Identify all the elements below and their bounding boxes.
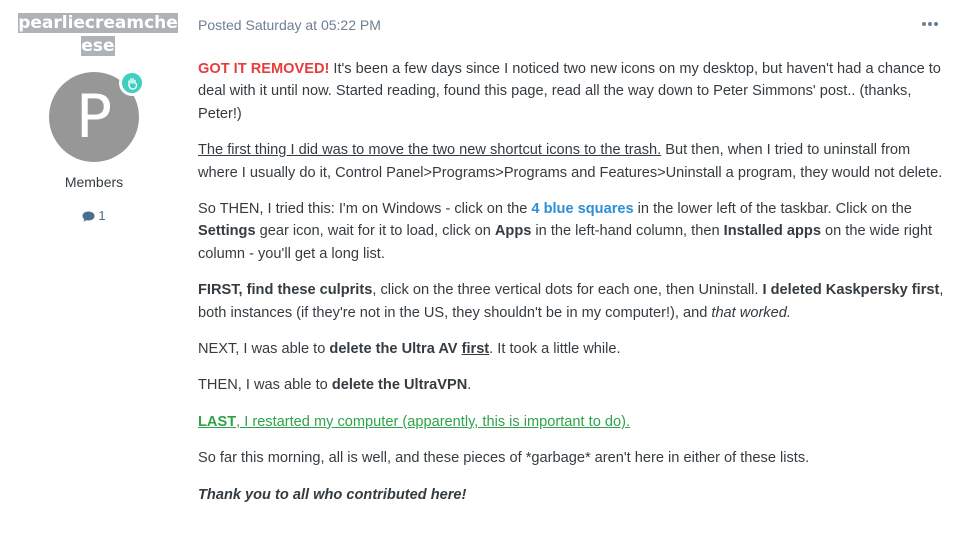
bold-text: Installed apps — [723, 223, 821, 240]
bold-underlined-text: first — [461, 341, 490, 358]
reputation-count[interactable] — [10, 208, 178, 223]
bold-text: Settings — [198, 223, 256, 240]
bold-text: delete the Ultra AV — [329, 341, 462, 358]
highlight-green: , I restarted my computer (apparently, this is important to do). — [236, 413, 631, 430]
avatar[interactable]: P — [49, 72, 139, 162]
text: THEN, I was able to — [198, 377, 332, 394]
text: in the lower left of the taskbar. Click on the — [633, 201, 912, 218]
author-username[interactable]: pearliecreamcheese — [18, 13, 178, 56]
text: , both instances (if they're not in the US, they shouldn't be in my computer!), and — [198, 282, 944, 321]
paragraph-6 — [198, 374, 950, 396]
text: It's been a few days since I noticed two new icons on my desktop, but haven't had a chance to deal with it until now. Started reading, found this page, read all the way down to Peter Simmons' post.. (thanks, Peter!) — [198, 61, 941, 122]
underlined-text: The first thing I did was to move the two new shortcut icons to the trash. — [198, 142, 662, 159]
paragraph-8: So far this morning, all is well, and these pieces of *garbage* aren't here in either of these lists. — [198, 450, 810, 467]
text: in the left-hand column, then — [531, 223, 724, 240]
bold-text: I deleted Kaskpersky first — [762, 282, 940, 299]
bold-text: Apps — [494, 223, 532, 240]
hand-icon — [126, 77, 139, 90]
highlight-blue: 4 blue squares — [531, 201, 634, 218]
text: But then, when I tried to uninstall from where I usually do it, Control Panel>Programs>Programs and Features>Uninstall a program, they would not delete. — [198, 142, 943, 181]
text: , click on the three vertical dots for each one, then Uninstall. — [372, 282, 763, 299]
author-group: Members — [64, 174, 124, 190]
highlight-red: GOT IT REMOVED! — [198, 61, 330, 77]
post-content — [198, 58, 950, 520]
ellipsis-icon-dot — [922, 22, 926, 26]
reputation-value: 1 — [98, 208, 106, 223]
highlight-green-bold: LAST — [198, 413, 237, 430]
paragraph-1 — [198, 58, 950, 125]
paragraph-5 — [198, 338, 950, 360]
comment-icon — [82, 211, 95, 222]
text: So THEN, I tried this: I'm on Windows - click on the — [198, 201, 532, 218]
text: . — [467, 377, 472, 394]
paragraph-7 — [198, 411, 950, 433]
avatar-wrap[interactable] — [49, 72, 139, 162]
paragraph-3 — [198, 198, 950, 265]
text: NEXT, I was able to — [198, 341, 330, 358]
ellipsis-icon-dot — [934, 22, 938, 26]
paragraph-2 — [198, 139, 950, 184]
text: gear icon, wait for it to load, click on — [255, 223, 495, 240]
bold-text: FIRST, find these culprits — [198, 282, 373, 299]
member-badge-icon — [119, 70, 145, 96]
bold-text: delete the UltraVPN — [331, 377, 468, 394]
ellipsis-icon-dot — [928, 22, 932, 26]
text: . It took a little while. — [489, 341, 621, 358]
text: on the wide right column - you'll get a long list. — [198, 223, 933, 262]
post-timestamp[interactable]: Posted Saturday at 05:22 PM — [198, 17, 381, 33]
paragraph-4 — [198, 279, 950, 324]
author-panel — [18, 12, 186, 223]
paragraph-9 — [198, 484, 950, 506]
post-more-button[interactable] — [920, 14, 940, 34]
italic-text: that worked. — [711, 304, 791, 321]
bold-italic-text: Thank you to all who contributed here! — [198, 486, 467, 503]
